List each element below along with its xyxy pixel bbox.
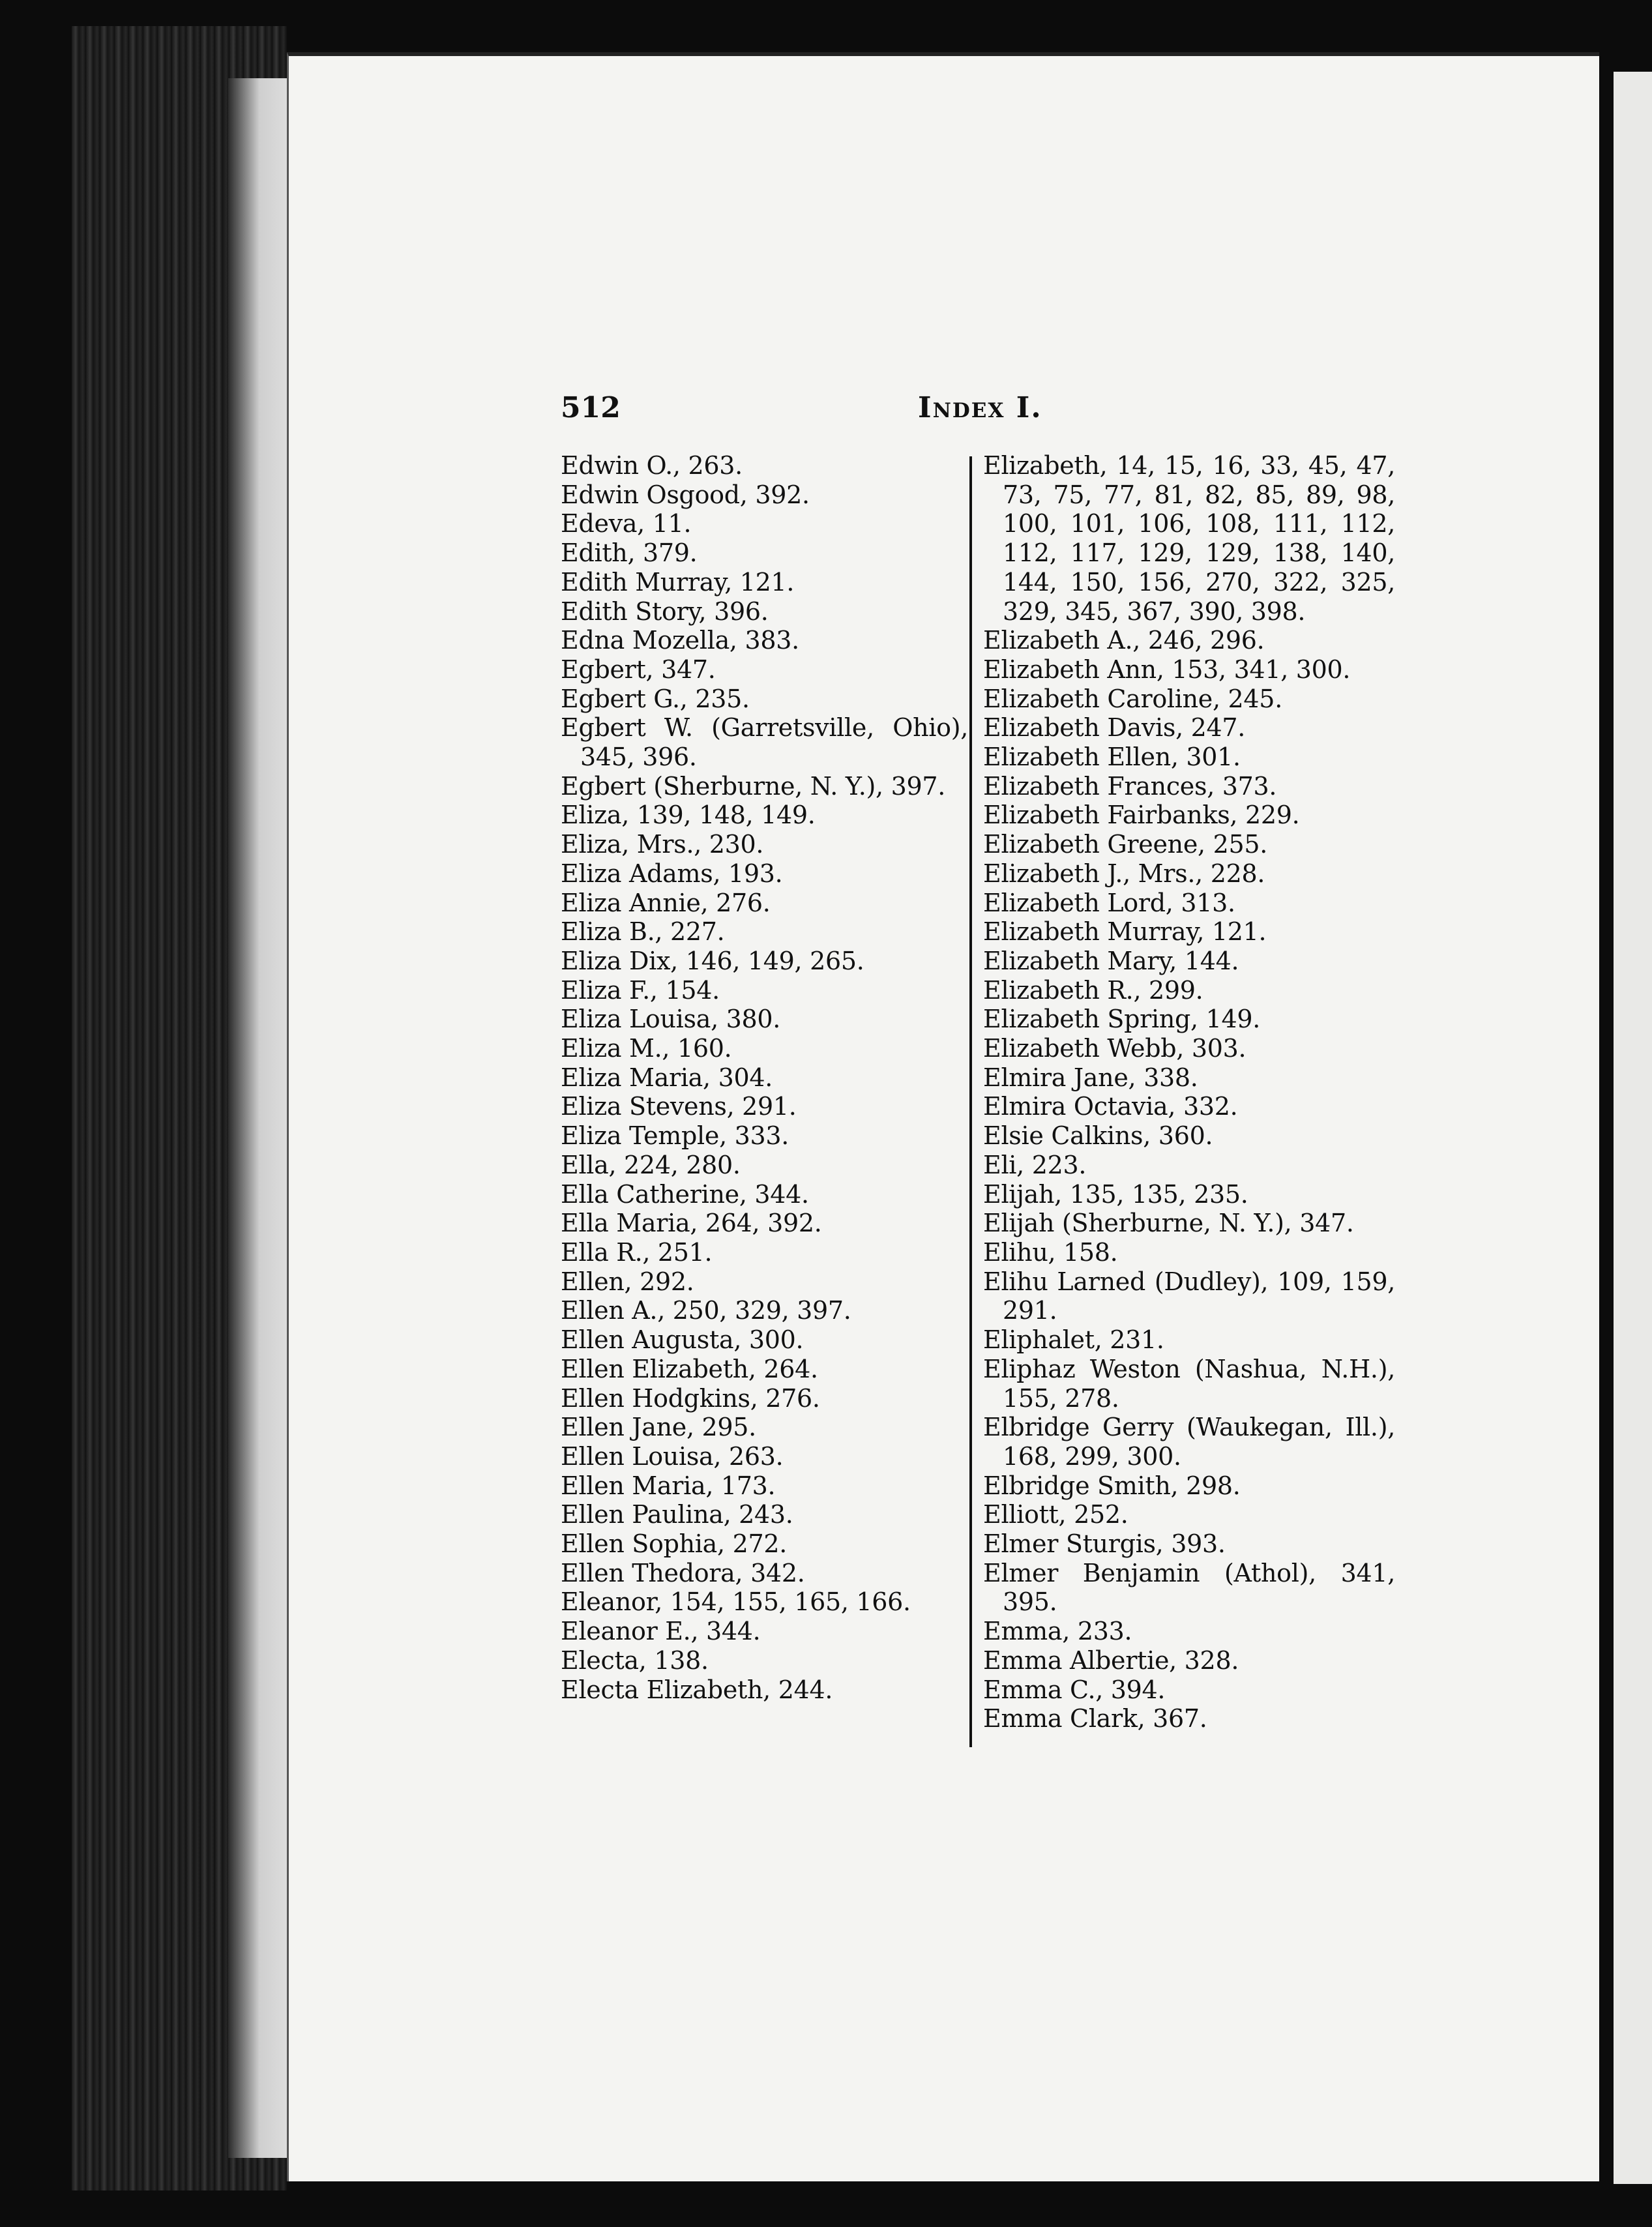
index-entry: Emma Albertie, 328. <box>983 1645 1239 1675</box>
index-entry: Ellen Paulina, 243. <box>561 1500 793 1529</box>
index-entry: Eliza Stevens, 291. <box>561 1092 797 1121</box>
index-entry: Ellen Sophia, 272. <box>561 1529 787 1559</box>
page-header <box>561 391 1389 437</box>
index-entry: Egbert W. (Garretsville, Ohio), 345, 396. <box>561 713 968 772</box>
index-entry: Edna Mozella, 383. <box>561 626 799 655</box>
index-entry: Eliza Temple, 333. <box>561 1121 789 1151</box>
index-entry: Elijah (Sherburne, N. Y.), 347. <box>983 1209 1354 1238</box>
index-entry: Elizabeth R., 299. <box>983 975 1203 1005</box>
index-column-left <box>561 451 968 1704</box>
index-entry: Eliza Adams, 193. <box>561 859 783 888</box>
index-entry: Elliott, 252. <box>983 1500 1128 1529</box>
index-entry: Ellen Jane, 295. <box>561 1413 756 1442</box>
index-entry: Edith, 379. <box>561 538 698 568</box>
index-entry: Elbridge Gerry (Waukegan, Ill.), 168, 299, 300. <box>983 1413 1395 1471</box>
page-number: 512 <box>561 391 621 424</box>
index-entry: Edwin O., 263. <box>561 451 743 480</box>
index-entry: Ella R., 251. <box>561 1237 713 1267</box>
index-entry: Edith Murray, 121. <box>561 567 795 597</box>
index-entry: Egbert G., 235. <box>561 684 750 713</box>
index-entry: Elizabeth Greene, 255. <box>983 830 1267 859</box>
index-entry: Ellen Thedora, 342. <box>561 1558 805 1587</box>
index-entry: Elmer Sturgis, 393. <box>983 1529 1226 1559</box>
index-entry: Elihu Larned (Dudley), 109, 159, 291. <box>983 1267 1395 1325</box>
index-entry: Elizabeth Ann, 153, 341, 300. <box>983 655 1351 684</box>
index-entry: Elizabeth Caroline, 245. <box>983 684 1282 713</box>
index-entry: Eliza Dix, 146, 149, 265. <box>561 946 864 975</box>
facing-page-edge <box>1614 72 1652 2184</box>
index-entry: Elizabeth Fairbanks, 229. <box>983 801 1300 830</box>
index-entry: Ellen, 292. <box>561 1267 694 1296</box>
index-entry: Elizabeth, 14, 15, 16, 33, 45, 47, 73, 75, 77, 81, 82, 85, 89, 98, 100, 101, 106, 108, 111, 112, 112, 117, 129, 129, 138, 140, 144, 150, 156, 270, 322, 325, 329, 345, 367, 390, 398. <box>983 451 1395 626</box>
index-entry: Ellen Maria, 173. <box>561 1471 776 1500</box>
index-entry: Ella Catherine, 344. <box>561 1179 809 1209</box>
index-entry: Edeva, 11. <box>561 509 692 538</box>
index-entry: Elmer Benjamin (Athol), 341, 395. <box>983 1558 1395 1617</box>
index-entry: Eliza M., 160. <box>561 1034 732 1063</box>
index-entry: Eliza, Mrs., 230. <box>561 830 764 859</box>
index-entry: Eleanor, 154, 155, 165, 166. <box>561 1587 911 1617</box>
index-entry: Emma Clark, 367. <box>983 1704 1207 1733</box>
index-column-right <box>983 451 1395 1733</box>
index-entry: Elizabeth Frances, 373. <box>983 771 1277 801</box>
index-entry: Eliphalet, 231. <box>983 1325 1164 1355</box>
index-entry: Eleanor E., 344. <box>561 1617 761 1646</box>
index-entry: Elizabeth Webb, 303. <box>983 1034 1246 1063</box>
index-entry: Elihu, 158. <box>983 1237 1118 1267</box>
index-entry: Emma, 233. <box>983 1617 1132 1646</box>
index-entry: Ella Maria, 264, 392. <box>561 1209 822 1238</box>
index-entry: Elizabeth Murray, 121. <box>983 917 1267 947</box>
index-entry: Eliza Maria, 304. <box>561 1063 773 1092</box>
index-entry: Elizabeth Mary, 144. <box>983 946 1239 975</box>
index-entry: Electa Elizabeth, 244. <box>561 1675 833 1704</box>
index-entry: Elbridge Smith, 298. <box>983 1471 1241 1500</box>
index-entry: Egbert (Sherburne, N. Y.), 397. <box>561 771 945 801</box>
index-entry: Elizabeth J., Mrs., 228. <box>983 859 1265 888</box>
index-entry: Elijah, 135, 135, 235. <box>983 1179 1248 1209</box>
index-entry: Eliza, 139, 148, 149. <box>561 801 816 830</box>
index-entry: Eliza B., 227. <box>561 917 725 947</box>
index-entry: Ellen Louisa, 263. <box>561 1441 784 1471</box>
index-entry: Elmira Jane, 338. <box>983 1063 1198 1092</box>
index-entry: Elsie Calkins, 360. <box>983 1121 1213 1151</box>
index-entry: Elizabeth Davis, 247. <box>983 713 1246 743</box>
index-entry: Egbert, 347. <box>561 655 716 684</box>
index-entry: Eliphaz Weston (Nashua, N.H.), 155, 278. <box>983 1354 1395 1413</box>
index-entry: Elizabeth Lord, 313. <box>983 888 1235 917</box>
index-entry: Eli, 223. <box>983 1150 1087 1179</box>
index-entry: Electa, 138. <box>561 1645 709 1675</box>
index-entry: Edith Story, 396. <box>561 597 769 626</box>
column-divider <box>969 456 972 1747</box>
index-entry: Edwin Osgood, 392. <box>561 480 810 509</box>
index-entry: Eliza F., 154. <box>561 975 720 1005</box>
index-entry: Ellen A., 250, 329, 397. <box>561 1296 851 1325</box>
index-entry: Elizabeth Spring, 149. <box>983 1005 1261 1034</box>
index-entry: Elizabeth Ellen, 301. <box>983 743 1241 772</box>
index-entry: Eliza Louisa, 380. <box>561 1005 781 1034</box>
index-entry: Elizabeth A., 246, 296. <box>983 626 1265 655</box>
index-entry: Ellen Elizabeth, 264. <box>561 1354 818 1383</box>
index-entry: Eliza Annie, 276. <box>561 888 771 917</box>
index-entry: Ellen Hodgkins, 276. <box>561 1383 820 1413</box>
running-head: Index I. <box>918 391 1042 424</box>
index-entry: Emma C., 394. <box>983 1675 1166 1704</box>
index-entry: Elmira Octavia, 332. <box>983 1092 1238 1121</box>
index-entry: Ellen Augusta, 300. <box>561 1325 804 1355</box>
index-entry: Ella, 224, 280. <box>561 1150 741 1179</box>
